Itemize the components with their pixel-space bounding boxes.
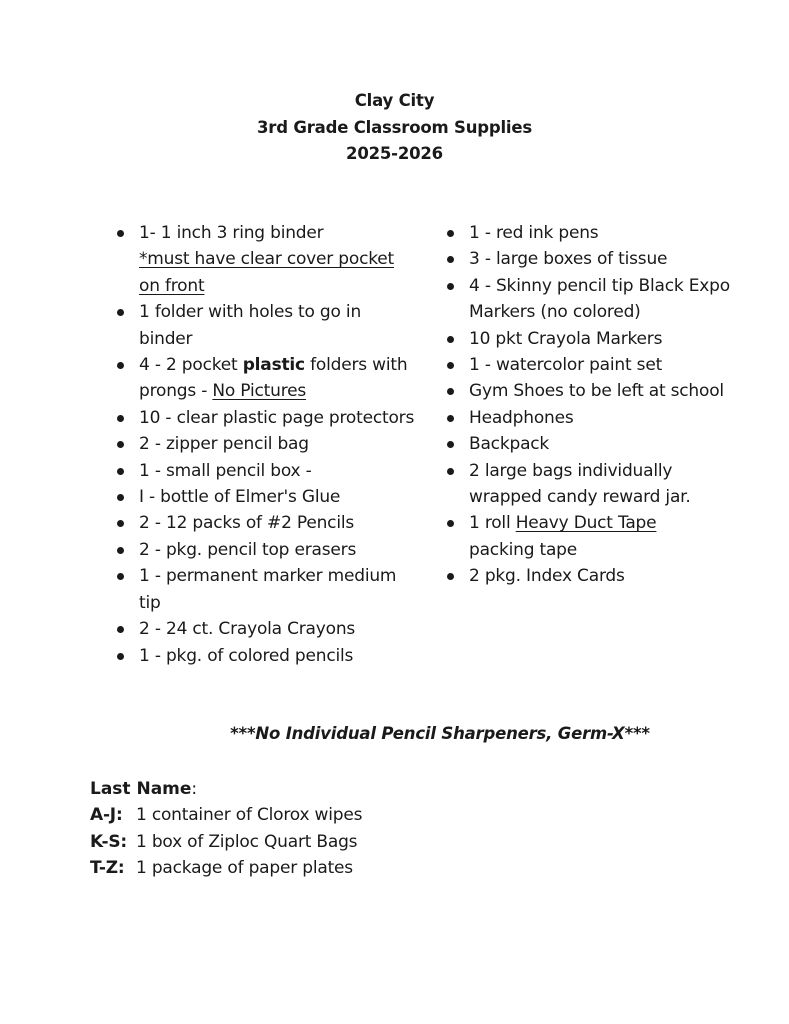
list-item: 1 roll Heavy Duct Tape packing tape	[446, 510, 746, 563]
last-name-row	[90, 829, 690, 855]
list-item: 1 - watercolor paint set	[446, 352, 746, 378]
list-item: 10 pkt Crayola Markers	[446, 326, 746, 352]
school-name: Clay City	[354, 91, 435, 110]
supply-list-right	[446, 220, 746, 590]
list-item: I - bottle of Elmer's Glue	[116, 484, 416, 510]
list-item: 1 - red ink pens	[446, 220, 746, 246]
list-item: 2 - 24 ct. Crayola Crayons	[116, 616, 416, 642]
exclusion-note: ***No Individual Pencil Sharpeners, Germ-X***	[230, 724, 650, 743]
list-item: 4 - Skinny pencil tip Black Expo Markers (no colored)	[446, 273, 746, 326]
last-name-section	[90, 776, 690, 882]
last-name-row	[90, 855, 690, 881]
list-item: 1- 1 inch 3 ring binder *must have clear cover pocket on front	[116, 220, 416, 299]
list-item: Headphones	[446, 405, 746, 431]
list-item: 1 - small pencil box -	[116, 458, 416, 484]
list-item: 1 - pkg. of colored pencils	[116, 643, 416, 669]
document-header	[0, 88, 789, 168]
list-item: 3 - large boxes of tissue	[446, 246, 746, 272]
last-name-row	[90, 802, 690, 828]
list-item: 2 - 12 packs of #2 Pencils	[116, 510, 416, 536]
list-item: 2 large bags individually wrapped candy reward jar.	[446, 458, 746, 511]
last-name-item: 1 package of paper plates	[136, 858, 353, 879]
list-title: 3rd Grade Classroom Supplies	[257, 117, 532, 137]
last-name-item: 1 container of Clorox wipes	[136, 805, 363, 826]
school-year: 2025-2026	[346, 144, 443, 163]
list-item: 1 folder with holes to go in binder	[116, 299, 416, 352]
supply-list-left	[116, 220, 416, 669]
list-item: 2 pkg. Index Cards	[446, 563, 746, 589]
last-name-range: K-S:	[90, 831, 127, 852]
list-item: 10 - clear plastic page protectors	[116, 405, 416, 431]
no-pictures-note: No Pictures	[212, 381, 307, 402]
list-item: Backpack	[446, 431, 746, 457]
last-name-title: Last Name:	[90, 779, 198, 799]
emphasis-plastic: plastic	[242, 355, 305, 376]
last-name-item: 1 box of Ziploc Quart Bags	[136, 831, 358, 852]
list-item: 2 - zipper pencil bag	[116, 431, 416, 457]
list-item: 4 - 2 pocket plastic folders with prongs - No Pictures	[116, 352, 416, 405]
last-name-range: T-Z:	[90, 858, 125, 879]
binder-note: *must have clear cover pocket on front	[139, 249, 394, 296]
list-item: 2 - pkg. pencil top erasers	[116, 537, 416, 563]
list-item: 1 - permanent marker medium tip	[116, 563, 416, 616]
duct-tape-note: Heavy Duct Tape	[515, 513, 657, 534]
list-item: Gym Shoes to be left at school	[446, 378, 746, 404]
last-name-range: A-J:	[90, 805, 123, 826]
